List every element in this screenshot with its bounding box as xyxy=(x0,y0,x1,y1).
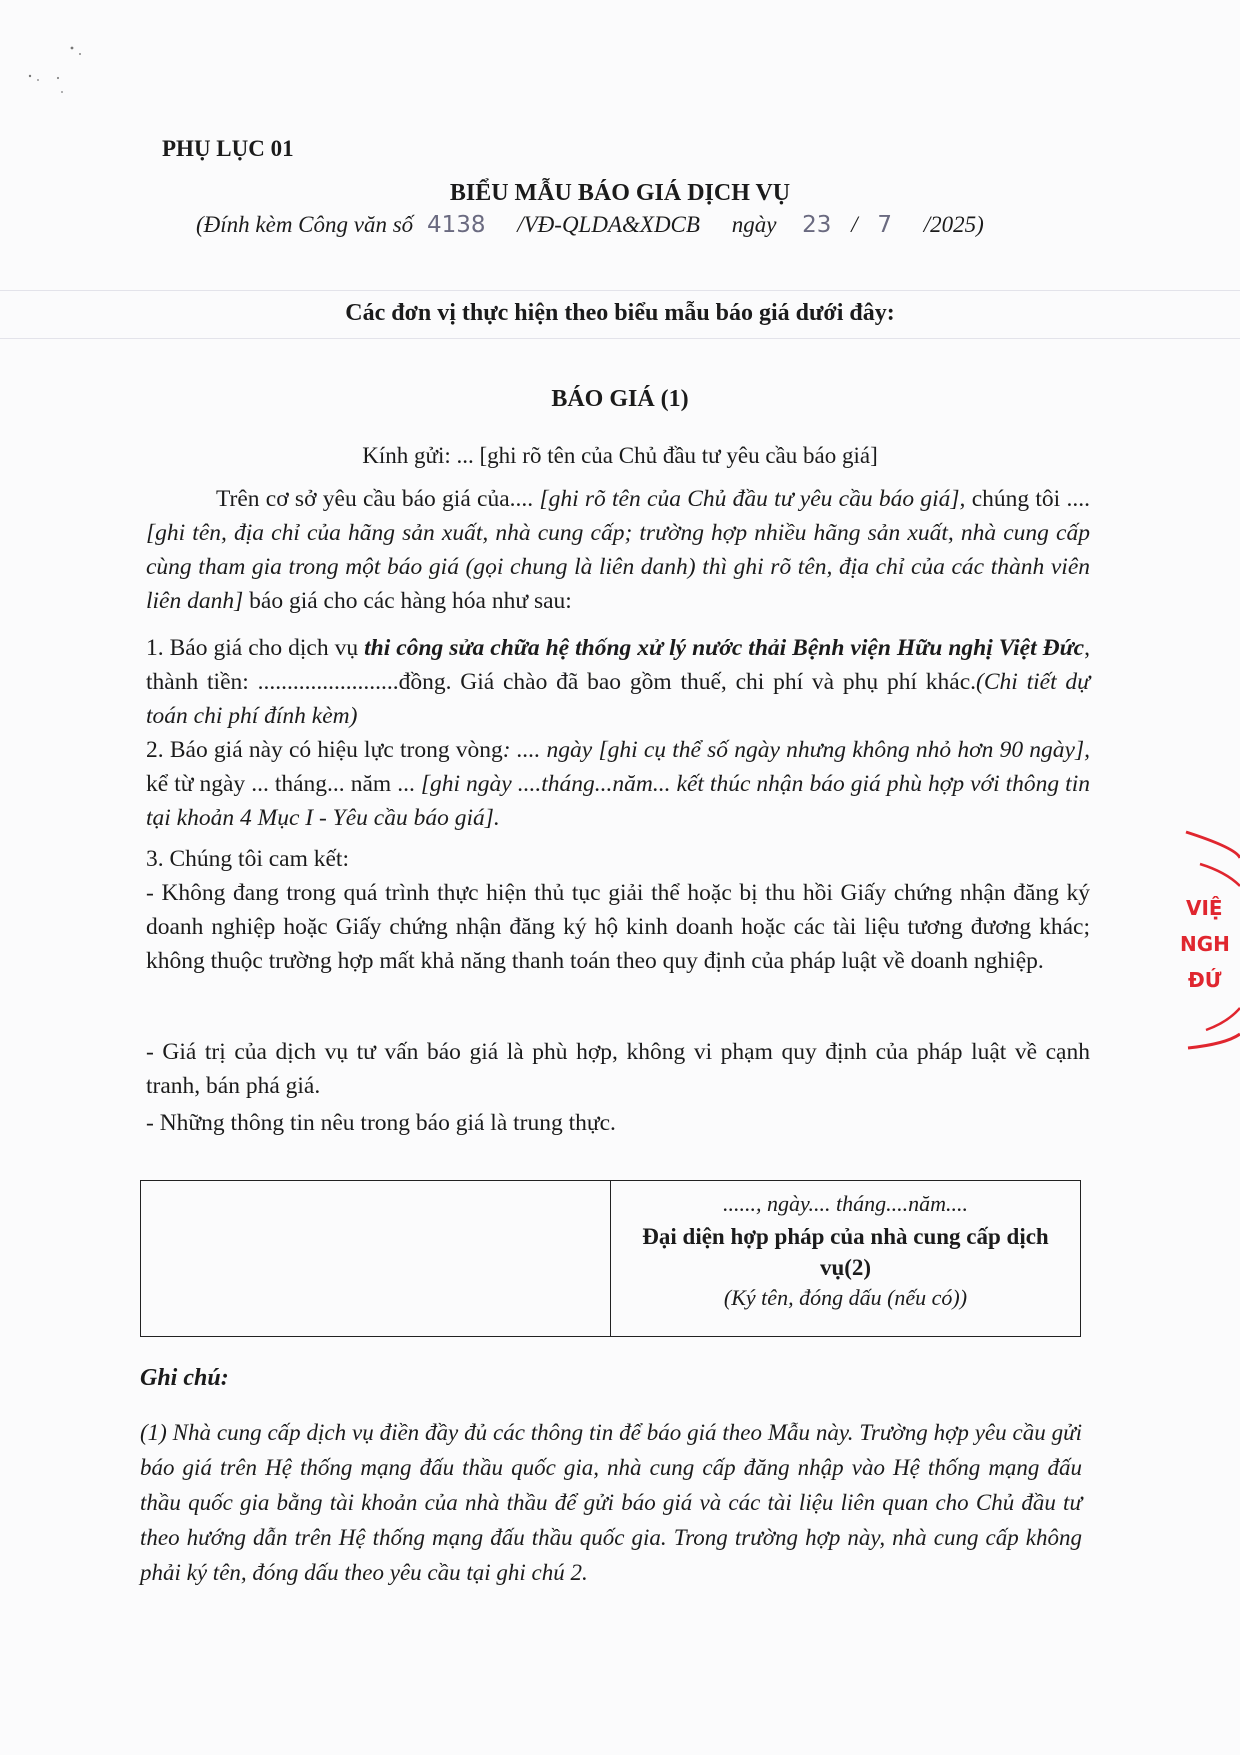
stamp-text: ĐỨ xyxy=(1188,968,1222,992)
item-1-price xyxy=(146,631,1090,733)
commitment-bullet: - Giá trị của dịch vụ tư vấn báo giá là phù hợp, không vi phạm quy định của pháp luật về cạnh tranh, bán phá giá. xyxy=(146,1039,1090,1099)
handwritten-day: 23 xyxy=(802,212,832,238)
intro-paragraph xyxy=(146,482,1090,618)
scan-line xyxy=(0,290,1240,291)
signature-note: (Ký tên, đóng dấu (nếu có)) xyxy=(723,1285,968,1310)
appendix-label: PHỤ LỤC 01 xyxy=(162,136,294,161)
item-1-service-name: thi công sửa chữa hệ thống xử lý nước thải Bệnh viện Hữu nghị Việt Đức xyxy=(364,635,1085,661)
item-2-validity xyxy=(146,733,1090,835)
date-separator: / xyxy=(851,212,858,237)
signature-cell xyxy=(611,1181,1080,1336)
red-stamp-partial xyxy=(1176,820,1240,1060)
item-3-commitment: 3. Chúng tôi cam kết: xyxy=(146,846,349,872)
commitment-bullet: - Không đang trong quá trình thực hiện thủ tục giải thể hoặc bị thu hồi Giấy chứng nhận đăng ký doanh nghiệp hoặc Giấy chứng nhận đăng ký hộ kinh doanh hoặc các tài liệu tương đương khác; không thuộc trường hợp mất khả năng thanh toán theo quy định của pháp luật về doanh nghiệp. xyxy=(146,880,1090,974)
intro-text: Trên cơ sở yêu cầu báo giá của.... xyxy=(216,486,540,512)
attachment-date-word: ngày xyxy=(731,212,777,237)
attachment-prefix: (Đính kèm Công văn số xyxy=(196,212,414,237)
attachment-year: /2025) xyxy=(923,212,984,237)
item-2-italic: : .... ngày [ghi cụ thể số ngày nhưng không nhỏ hơn 90 ngày], xyxy=(502,737,1090,763)
stamp-text: NGH xyxy=(1180,932,1230,956)
item-1-attachment-note: (Chi tiết dự toán chi phí đính kèm) xyxy=(146,669,1090,729)
signature-table-empty-cell xyxy=(141,1181,611,1336)
item-2-text: 2. Báo giá này có hiệu lực trong vòng xyxy=(146,737,503,763)
notes-heading: Ghi chú: xyxy=(140,1365,229,1391)
attachment-reference xyxy=(196,212,984,238)
note-1: (1) Nhà cung cấp dịch vụ điền đầy đủ các thông tin để báo giá theo Mẫu này. Trường hợp yêu cầu gửi báo giá trên Hệ thống mạng đấu thầu quốc gia, nhà cung cấp đăng nhập vào Hệ thống mạng đấu thầu quốc gia bằng tài khoản của nhà thầu để gửi báo giá và các tài liệu liên quan cho Chủ đầu tư theo hướng dẫn trên Hệ thống mạng đấu thầu quốc gia. Trong trường hợp này, nhà cung cấp không phải ký tên, đóng dấu theo yêu cầu tại ghi chú 2. xyxy=(140,1420,1082,1585)
item-1-text: , thành tiền: ........................đồng. Giá chào đã bao gồm thuế, chi phí và phụ phí khác. xyxy=(146,635,1090,695)
signature-title: Đại diện hợp pháp của nhà cung cấp dịch vụ(2) xyxy=(642,1224,1049,1280)
scan-line xyxy=(0,338,1240,339)
item-1-text: 1. Báo giá cho dịch vụ xyxy=(146,635,365,661)
form-title: BIỂU MẪU BÁO GIÁ DỊCH VỤ xyxy=(449,180,791,206)
scan-specks xyxy=(22,40,102,110)
signature-date-line: ......, ngày.... tháng....năm.... xyxy=(722,1191,969,1216)
intro-text: chúng tôi .... xyxy=(965,486,1090,512)
signature-table xyxy=(140,1180,1081,1337)
attachment-doc-code: /VĐ-QLDA&XDCB xyxy=(517,212,700,237)
salutation: Kính gửi: ... [ghi rõ tên của Chủ đầu tư yêu cầu báo giá] xyxy=(362,443,878,468)
intro-text: báo giá cho các hàng hóa như sau: xyxy=(243,588,572,614)
commitment-bullet: - Những thông tin nêu trong báo giá là trung thực. xyxy=(146,1110,616,1136)
item-2-text: kể từ ngày ... tháng... năm ... xyxy=(146,771,421,797)
intro-italic: [ghi rõ tên của Chủ đầu tư yêu cầu báo giá], xyxy=(539,486,966,512)
stamp-text: VIỆ xyxy=(1186,896,1223,920)
handwritten-month: 7 xyxy=(877,212,892,238)
intro-italic: [ghi tên, địa chỉ của hãng sản xuất, nhà cung cấp; trường hợp nhiều hãng sản xuất, nhà cung cấp cùng tham gia trong một báo giá (gọi chung là liên danh) thì ghi rõ tên, địa chỉ của các thành viên liên danh] xyxy=(146,520,1090,614)
handwritten-doc-number: 4138 xyxy=(426,212,486,238)
item-2-italic: [ghi ngày ....tháng...năm... kết thúc nhận báo giá phù hợp với thông tin tại khoản 4 Mục I - Yêu cầu báo giá]. xyxy=(146,771,1090,831)
quote-title: BÁO GIÁ (1) xyxy=(551,386,689,412)
instruction-heading: Các đơn vị thực hiện theo biểu mẫu báo giá dưới đây: xyxy=(345,300,895,326)
